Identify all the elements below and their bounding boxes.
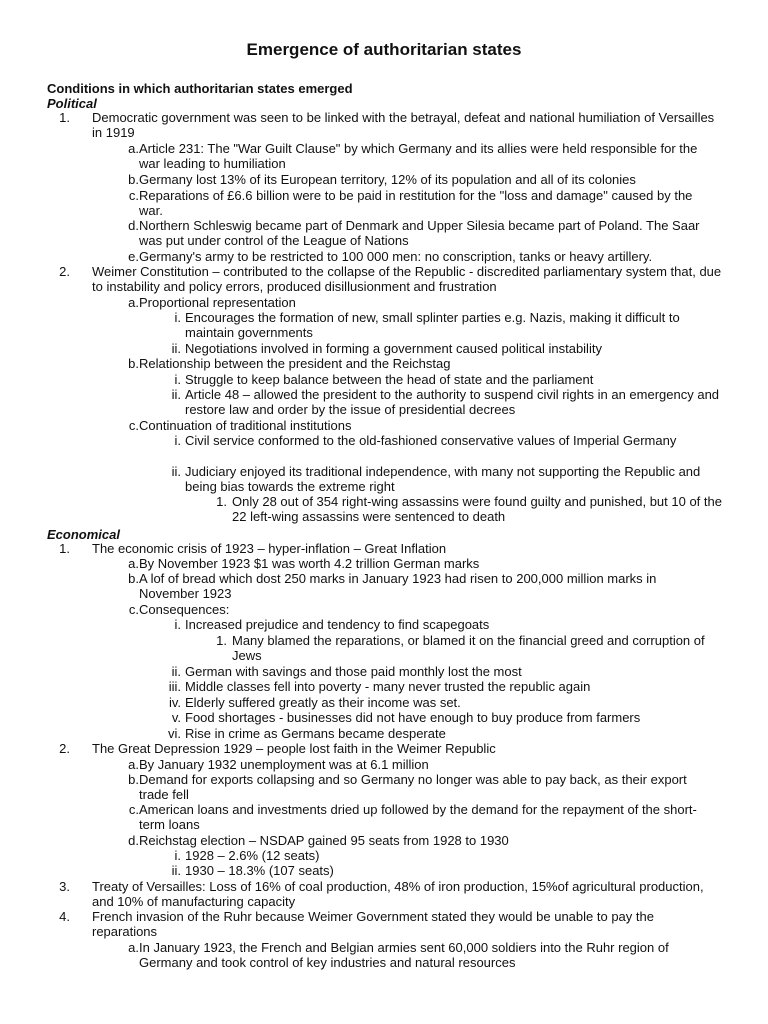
list-item-text: The economic crisis of 1923 – hyper-inflation – Great Inflation [92,541,447,556]
list-item [128,295,719,310]
subheading-economical: Economical [47,527,120,542]
list-marker: c. [128,188,139,203]
list-item [216,633,722,664]
list-item [171,863,725,878]
list-item [59,264,722,295]
list-item [128,772,719,803]
list-item-text: A lof of bread which dost 250 marks in January 1923 had risen to 200,000 million marks in November 1923 [139,571,657,602]
list-marker: c. [128,602,139,617]
list-item-text: Food shortages - businesses did not have enough to buy produce from farmers [185,710,641,725]
list-item-text: In January 1923, the French and Belgian armies sent 60,000 soldiers into the Ruhr region of Germany and took control of key industries and natural resources [139,940,669,971]
list-item [128,141,719,172]
list-item-text: Consequences: [139,602,230,617]
list-item [171,710,725,725]
list-marker: a. [128,295,139,310]
list-item [128,356,719,371]
list-item [128,172,719,187]
list-item [59,541,722,556]
list-marker: ii. [171,341,181,356]
list-item [174,310,725,341]
list-item [128,571,719,602]
list-marker: 1. [59,541,70,556]
list-marker: b. [128,571,139,586]
list-item-text: Germany lost 13% of its European territory, 12% of its population and all of its colonies [139,172,636,187]
list-item [174,433,725,448]
list-item [171,664,725,679]
list-item-text: Only 28 out of 354 right-wing assassins were found guilty and punished, but 10 of the 22 left-wing assassins were sentenced to death [232,494,722,525]
list-item [168,679,725,694]
list-item-text: American loans and investments dried up followed by the demand for the repayment of the short-term loans [139,802,697,833]
list-item-text: Rise in crime as Germans became desperate [185,726,446,741]
list-item-text: Proportional representation [139,295,296,310]
list-item-text: Article 48 – allowed the president to the authority to suspend civil rights in an emergency and restore law and order by the issue of presidential decrees [185,387,720,418]
list-item [174,848,725,863]
list-item-text: Treaty of Versailles: Loss of 16% of coal production, 48% of iron production, 15%of agricultural production, and 10% of manufacturing capacity [92,879,704,910]
list-item [171,341,725,356]
list-item [171,464,725,495]
list-item [216,494,722,525]
list-item [128,218,719,249]
list-marker: 4. [59,909,70,924]
list-item-text: Increased prejudice and tendency to find scapegoats [185,617,490,632]
list-item-text: The Great Depression 1929 – people lost faith in the Weimer Republic [92,741,496,756]
list-item [128,602,719,617]
list-marker: 1. [216,633,227,648]
list-marker: c. [128,802,139,817]
list-item [128,556,719,571]
list-item [174,617,725,632]
list-item-text: French invasion of the Ruhr because Weimer Government stated they would be unable to pay the reparations [92,909,654,940]
list-marker: 1. [216,494,227,509]
list-item [128,940,719,971]
list-item [59,909,722,940]
list-item [128,249,719,264]
list-item-text: Civil service conformed to the old-fashioned conservative values of Imperial Germany [185,433,677,448]
list-marker: b. [128,172,139,187]
list-item-text: 1930 – 18.3% (107 seats) [185,863,334,878]
list-item [168,726,725,741]
list-item-text: Weimer Constitution – contributed to the collapse of the Republic - discredited parliamentary system that, due to instability and policy errors, produced disillusionment and frustration [92,264,722,295]
list-item-text: Encourages the formation of new, small splinter parties e.g. Nazis, making it difficult to maintain governments [185,310,680,341]
list-marker: i. [174,372,181,387]
subheading-political: Political [47,96,97,111]
list-marker: b. [128,356,139,371]
list-marker: d. [128,833,139,848]
list-item-text: Relationship between the president and the Reichstag [139,356,451,371]
section-heading: Conditions in which authoritarian states emerged [47,81,353,96]
list-item-text: Middle classes fell into poverty - many never trusted the republic again [185,679,591,694]
list-marker: 2. [59,264,70,279]
list-item [174,372,725,387]
list-marker: 1. [59,110,70,125]
list-item [128,833,719,848]
list-marker: ii. [171,863,181,878]
list-item-text: Many blamed the reparations, or blamed it on the financial greed and corruption of Jews [232,633,705,664]
list-item-text: Article 231: The "War Guilt Clause" by which Germany and its allies were held responsible for the war leading to humiliation [139,141,698,172]
list-marker: v. [171,710,181,725]
list-marker: d. [128,218,139,233]
list-marker: c. [128,418,139,433]
list-marker: vi. [168,726,181,741]
list-marker: i. [174,433,181,448]
list-item [128,757,719,772]
list-marker: b. [128,772,139,787]
list-item [128,802,719,833]
list-marker: i. [174,617,181,632]
list-item-text: Northern Schleswig became part of Denmark and Upper Silesia became part of Poland. The Saar was put under control of the League of Nations [139,218,700,249]
list-item-text: Demand for exports collapsing and so Germany no longer was able to pay back, as their export trade fell [139,772,687,803]
list-item-text: By January 1932 unemployment was at 6.1 million [139,757,429,772]
list-item-text: German with savings and those paid monthly lost the most [185,664,522,679]
list-item [128,418,719,433]
page-title: Emergence of authoritarian states [246,40,522,59]
list-marker: ii. [171,387,181,402]
list-marker: i. [174,310,181,325]
list-item-text: Elderly suffered greatly as their income was set. [185,695,461,710]
list-marker: a. [128,556,139,571]
list-marker: iv. [168,695,181,710]
list-item-text: Reichstag election – NSDAP gained 95 seats from 1928 to 1930 [139,833,509,848]
list-marker: e. [128,249,139,264]
list-item [168,695,725,710]
list-item [128,188,719,219]
list-item-text: Negotiations involved in forming a government caused political instability [185,341,602,356]
list-item-text: Germany's army to be restricted to 100 000 men: no conscription, tanks or heavy artillery. [139,249,653,264]
list-marker: iii. [168,679,181,694]
list-item-text: Judiciary enjoyed its traditional independence, with many not supporting the Republic and being bias towards the extreme right [185,464,701,495]
list-item [171,387,725,418]
list-item-text: By November 1923 $1 was worth 4.2 trillion German marks [139,556,480,571]
list-marker: 3. [59,879,70,894]
list-item-text: Continuation of traditional institutions [139,418,352,433]
list-marker: a. [128,141,139,156]
list-item [59,879,722,910]
list-item-text: Struggle to keep balance between the head of state and the parliament [185,372,594,387]
list-marker: a. [128,940,139,955]
list-marker: ii. [171,464,181,479]
list-item-text: 1928 – 2.6% (12 seats) [185,848,320,863]
list-marker: a. [128,757,139,772]
list-item [59,741,722,756]
list-marker: i. [174,848,181,863]
list-item-text: Reparations of £6.6 billion were to be paid in restitution for the "loss and damage" caused by the war. [139,188,693,219]
list-marker: 2. [59,741,70,756]
list-item [59,110,722,141]
list-item-text: Democratic government was seen to be linked with the betrayal, defeat and national humiliation of Versailles in 1919 [92,110,715,141]
list-marker: ii. [171,664,181,679]
